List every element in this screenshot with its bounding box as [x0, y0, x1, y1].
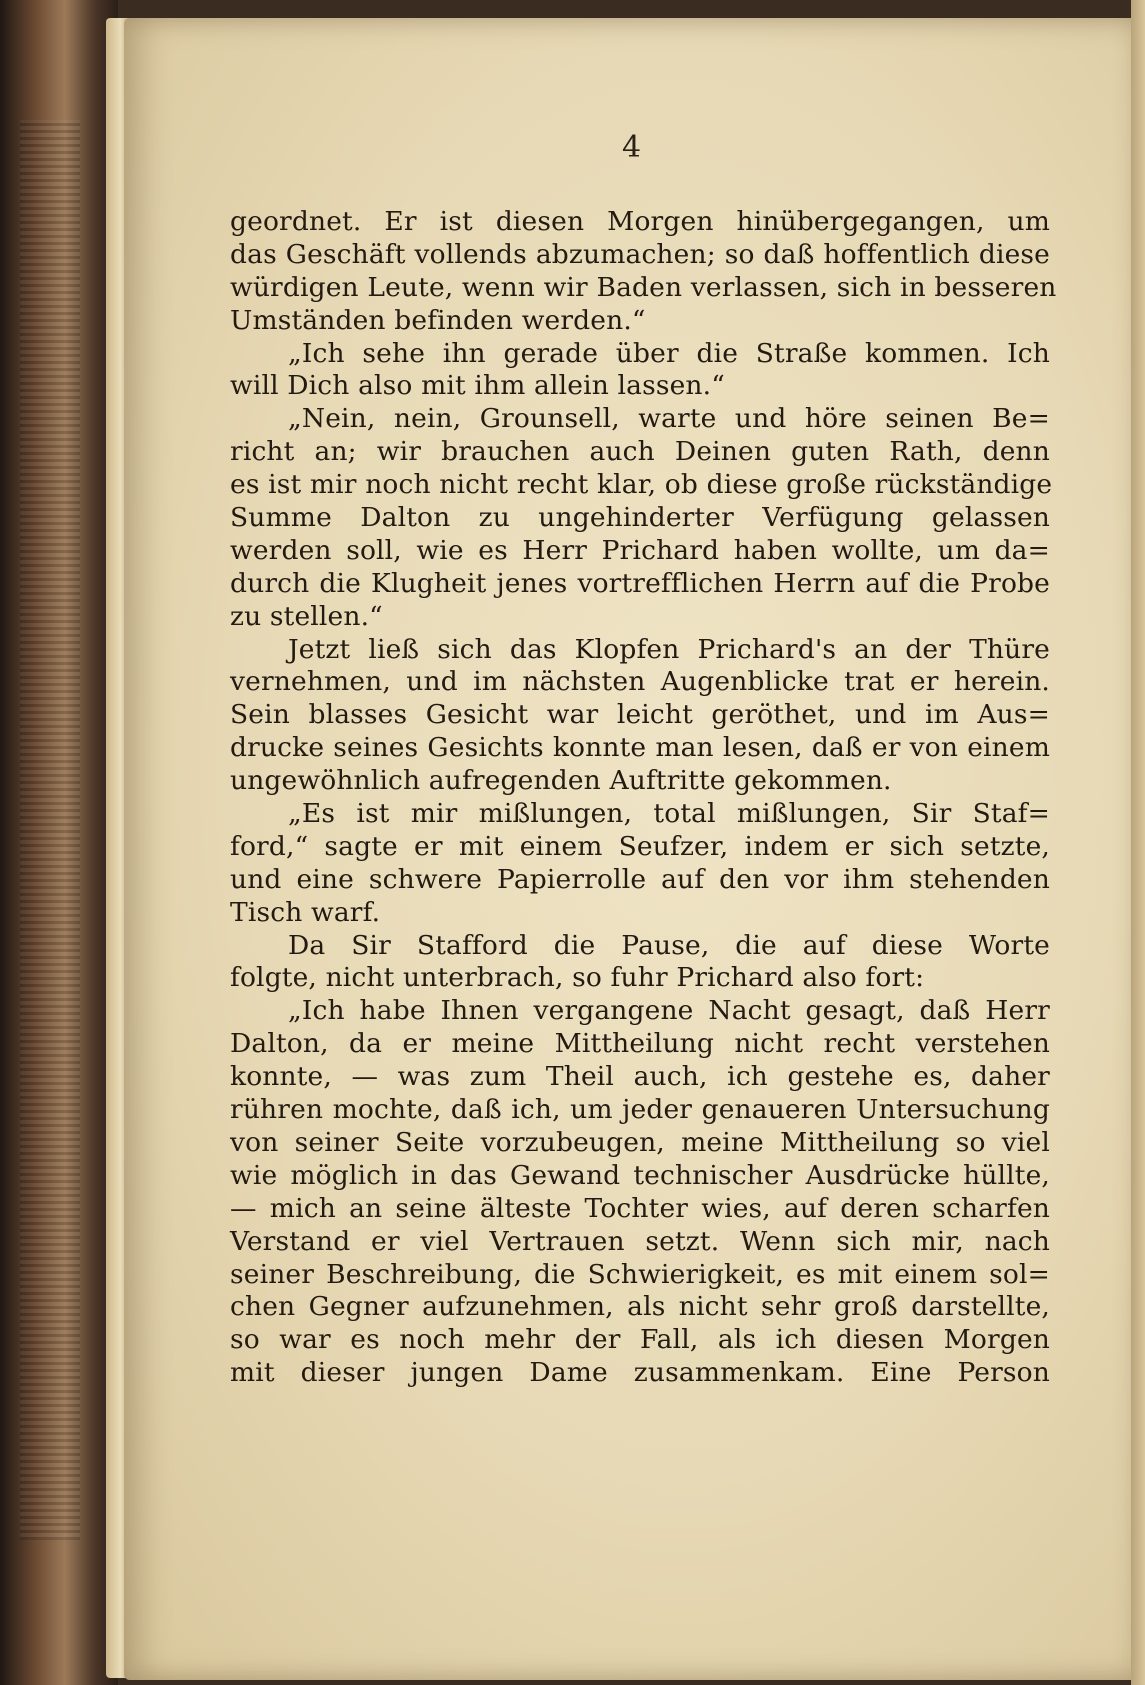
- text-line: wie möglich in das Gewand technischer Ausdrücke hüllte,: [230, 1159, 1050, 1191]
- page-number: 4: [621, 130, 642, 165]
- text-line: von seiner Seite vorzubeugen, meine Mittheilung so viel: [230, 1126, 1050, 1158]
- text-line: Verstand er viel Vertrauen setzt. Wenn sich mir, nach: [230, 1225, 1050, 1257]
- text-line: Umständen befinden werden.“: [230, 304, 646, 336]
- body-text: [230, 206, 1057, 1390]
- text-line: werden soll, wie es Herr Prichard haben wollte, um da=: [230, 534, 1050, 566]
- text-line: ungewöhnlich aufregenden Auftritte gekommen.: [230, 765, 892, 797]
- text-line: geordnet. Er ist diesen Morgen hinübergegangen, um: [230, 206, 1050, 237]
- text-line: Sein blasses Gesicht war leicht geröthet, und im Aus=: [230, 699, 1050, 731]
- text-line: — mich an seine älteste Tochter wies, auf deren scharfen: [230, 1192, 1050, 1224]
- text-line: „Nein, nein, Grounsell, warte und höre seinen Be=: [288, 403, 1050, 435]
- text-line: vernehmen, und im nächsten Augenblicke trat er herein.: [230, 666, 1050, 698]
- text-line: Da Sir Stafford die Pause, die auf diese Worte: [288, 929, 1050, 961]
- text-line: will Dich also mit ihm allein lassen.“: [230, 370, 725, 402]
- text-line: drucke seines Gesichts konnte man lesen, daß er von einem: [230, 732, 1050, 764]
- text-line: so war es noch mehr der Fall, als ich diesen Morgen: [230, 1324, 1050, 1356]
- text-line: seiner Beschreibung, die Schwierigkeit, es mit einem sol=: [230, 1258, 1050, 1290]
- text-line: konnte, — was zum Theil auch, ich gestehe es, daher: [230, 1061, 1050, 1093]
- text-line: richt an; wir brauchen auch Deinen guten Rath, denn: [230, 436, 1050, 468]
- text-line: chen Gegner aufzunehmen, als nicht sehr groß darstellte,: [230, 1291, 1050, 1323]
- text-line: mit dieser jungen Dame zusammenkam. Eine Person: [230, 1357, 1050, 1389]
- text-line: und eine schwere Papierrolle auf den vor ihm stehenden: [230, 863, 1050, 895]
- text-line: rühren mochte, daß ich, um jeder genaueren Untersuchung: [230, 1094, 1050, 1126]
- page-right-rim: [1131, 0, 1145, 1685]
- text-line: zu stellen.“: [230, 600, 383, 632]
- text-line: Tisch warf.: [230, 896, 381, 928]
- book-page: [124, 18, 1139, 1680]
- text-line: Summe Dalton zu ungehinderter Verfügung gelassen: [230, 502, 1050, 534]
- text-line: durch die Klugheit jenes vortrefflichen Herrn auf die Probe: [230, 567, 1050, 599]
- text-line: würdigen Leute, wenn wir Baden verlassen, sich in besseren: [230, 271, 1057, 303]
- book-cover-spine: [0, 0, 118, 1685]
- text-line: das Geschäft vollends abzumachen; so daß hoffentlich diese: [230, 238, 1050, 270]
- text-line: „Es ist mir mißlungen, total mißlungen, Sir Staf=: [288, 798, 1050, 830]
- text-line: folgte, nicht unterbrach, so fuhr Prichard also fort:: [230, 962, 925, 994]
- text-line: ford,“ sagte er mit einem Seufzer, indem er sich setzte,: [230, 830, 1050, 862]
- text-line: Dalton, da er meine Mittheilung nicht recht verstehen: [230, 1028, 1050, 1060]
- text-line: Jetzt ließ sich das Klopfen Prichard's an der Thüre: [288, 633, 1050, 665]
- text-line: „Ich habe Ihnen vergangene Nacht gesagt, daß Herr: [288, 995, 1050, 1027]
- text-line: „Ich sehe ihn gerade über die Straße kommen. Ich: [288, 337, 1050, 369]
- text-line: es ist mir noch nicht recht klar, ob diese große rückständige: [230, 469, 1053, 501]
